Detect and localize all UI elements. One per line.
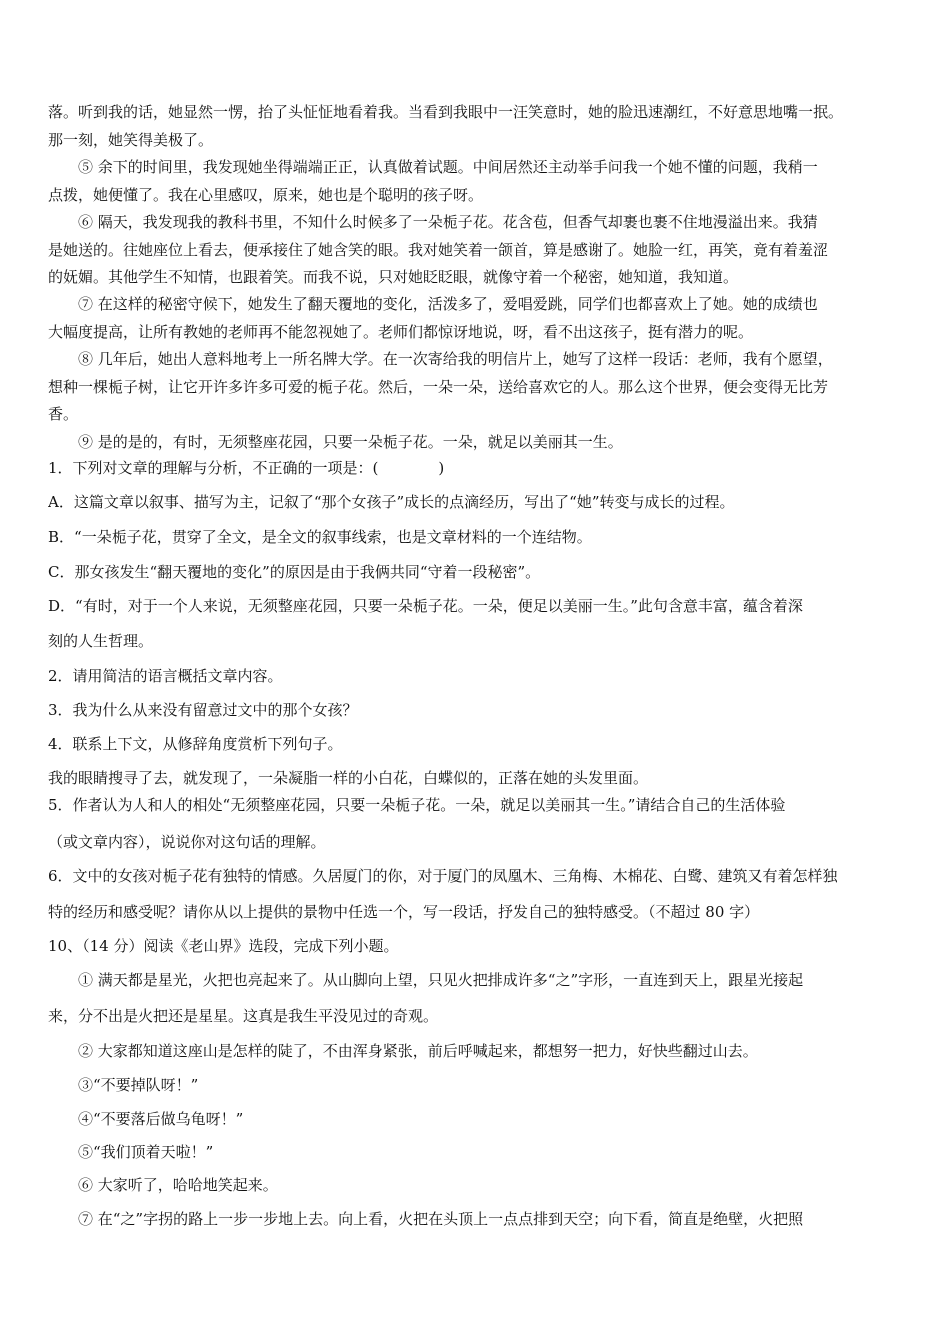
question-3: 3．我为什么从来没有留意过文中的那个女孩？ (48, 701, 358, 719)
passage1-p8-line2: 想种一棵栀子树，让它开许多许多可爱的栀子花。然后，一朵一朵，送给喜欢它的人。那么这个世界，便会变得无比芳 (48, 378, 829, 396)
question-2: 2．请用简洁的语言概括文章内容。 (48, 667, 283, 685)
question-1-option-b: B．“一朵栀子花，贯穿了全文，是全文的叙事线索，也是文章材料的一个连结物。 (48, 528, 592, 546)
question-5-line1: 5．作者认为人和人的相处“无须整座花园，只要一朵栀子花。一朵，就足以美丽其一生。”请结合自己的生活体验 (48, 796, 786, 814)
passage2-p5: ⑤“我们顶着天啦！” (78, 1143, 214, 1161)
passage1-p7-line2: 大幅度提高，让所有教她的老师再不能忽视她了。老师们都惊讶地说，呀，看不出这孩子，挺有潜力的呢。 (48, 323, 754, 341)
passage2-p4: ④“不要落后做乌龟呀！” (78, 1110, 244, 1128)
question-6-line2: 特的经历和感受呢？请你从以上提供的景物中任选一个，写一段话，抒发自己的独特感受。（不超过 80 字） (48, 903, 760, 921)
question-1-option-a: A．这篇文章以叙事、描写为主，记叙了“那个女孩子”成长的点滴经历，写出了“她”转变与成长的过程。 (48, 493, 735, 511)
question-1-option-d-line2: 刻的人生哲理。 (48, 632, 154, 650)
passage1-p8-line3: 香。 (48, 405, 79, 423)
passage1-p7-line1: ⑦ 在这样的秘密守候下，她发生了翻天覆地的变化，活泼多了，爱唱爱跳，同学们也都喜欢上了她。她的成绩也 (78, 295, 818, 313)
passage1-p4-line2: 那一刻，她笑得美极了。 (48, 131, 214, 149)
question-4: 4．联系上下文，从修辞角度赏析下列句子。 (48, 735, 343, 753)
question-6-line1: 6．文中的女孩对栀子花有独特的情感。久居厦门的你，对于厦门的凤凰木、三角梅、木棉花、白鹭、建筑又有着怎样独 (48, 867, 838, 885)
passage2-p7: ⑦ 在“之”字拐的路上一步一步地上去。向上看，火把在头顶上一点点排到天空；向下看，简直是绝壁，火把照 (78, 1210, 804, 1228)
question-4-sentence: 我的眼睛搜寻了去，就发现了，一朵凝脂一样的小白花，白蝶似的，正落在她的头发里面。 (48, 769, 649, 787)
passage1-p4-line1: 落。听到我的话，她显然一愣，抬了头怔怔地看着我。当看到我眼中一汪笑意时，她的脸迅速潮红，不好意思地嘴一抿。 (48, 103, 844, 121)
passage2-p2: ② 大家都知道这座山是怎样的陡了，不由浑身紧张，前后呼喊起来，都想努一把力，好快些翻过山去。 (78, 1042, 758, 1060)
question-5-line2: （或文章内容），说说你对这句话的理解。 (48, 833, 326, 851)
passage2-p3: ③“不要掉队呀！” (78, 1076, 199, 1094)
question-1-option-d-line1: D．“有时，对于一个人来说，无须整座花园，只要一朵栀子花。一朵，便足以美丽一生。”此句含意丰富，蕴含着深 (48, 597, 803, 615)
passage2-p1-line1: ① 满天都是星光，火把也亮起来了。从山脚向上望，只见火把排成许多“之”字形，一直连到天上，跟星光接起 (78, 971, 804, 989)
passage1-p9: ⑨ 是的是的，有时，无须整座花园，只要一朵栀子花。一朵，就足以美丽其一生。 (78, 433, 623, 451)
passage2-p6: ⑥ 大家听了，哈哈地笑起来。 (78, 1176, 278, 1194)
passage1-p8-line1: ⑧ 几年后，她出人意料地考上一所名牌大学。在一次寄给我的明信片上，她写了这样一段话：老师，我有个愿望， (78, 350, 833, 368)
passage1-p5-line1: ⑤ 余下的时间里，我发现她坐得端端正正，认真做着试题。中间居然还主动举手问我一个她不懂的问题，我稍一 (78, 158, 818, 176)
question-1-option-c: C．那女孩发生“翻天覆地的变化”的原因是由于我俩共同“守着一段秘密”。 (48, 563, 541, 581)
passage1-p6-line1: ⑥ 隔天，我发现我的教科书里，不知什么时候多了一朵栀子花。花含苞，但香气却裹也裹不住地漫溢出来。我猜 (78, 213, 818, 231)
passage1-p6-line3: 的妩媚。其他学生不知情，也跟着笑。而我不说，只对她眨眨眼，就像守着一个秘密，她知道，我知道。 (48, 268, 739, 286)
passage1-p5-line2: 点拨，她便懂了。我在心里感叹，原来，她也是个聪明的孩子呀。 (48, 186, 484, 204)
passage2-p1-line2: 来，分不出是火把还是星星。这真是我生平没见过的奇观。 (48, 1007, 439, 1025)
passage2-heading: 10、（14 分）阅读《老山界》选段，完成下列小题。 (48, 937, 399, 955)
passage1-p6-line2: 是她送的。往她座位上看去，便承接住了她含笑的眼。我对她笑着一颌首，算是感谢了。她脸一红，再笑，竟有着羞涩 (48, 241, 829, 259)
question-1: 1．下列对文章的理解与分析，不正确的一项是：( ) (48, 459, 445, 477)
